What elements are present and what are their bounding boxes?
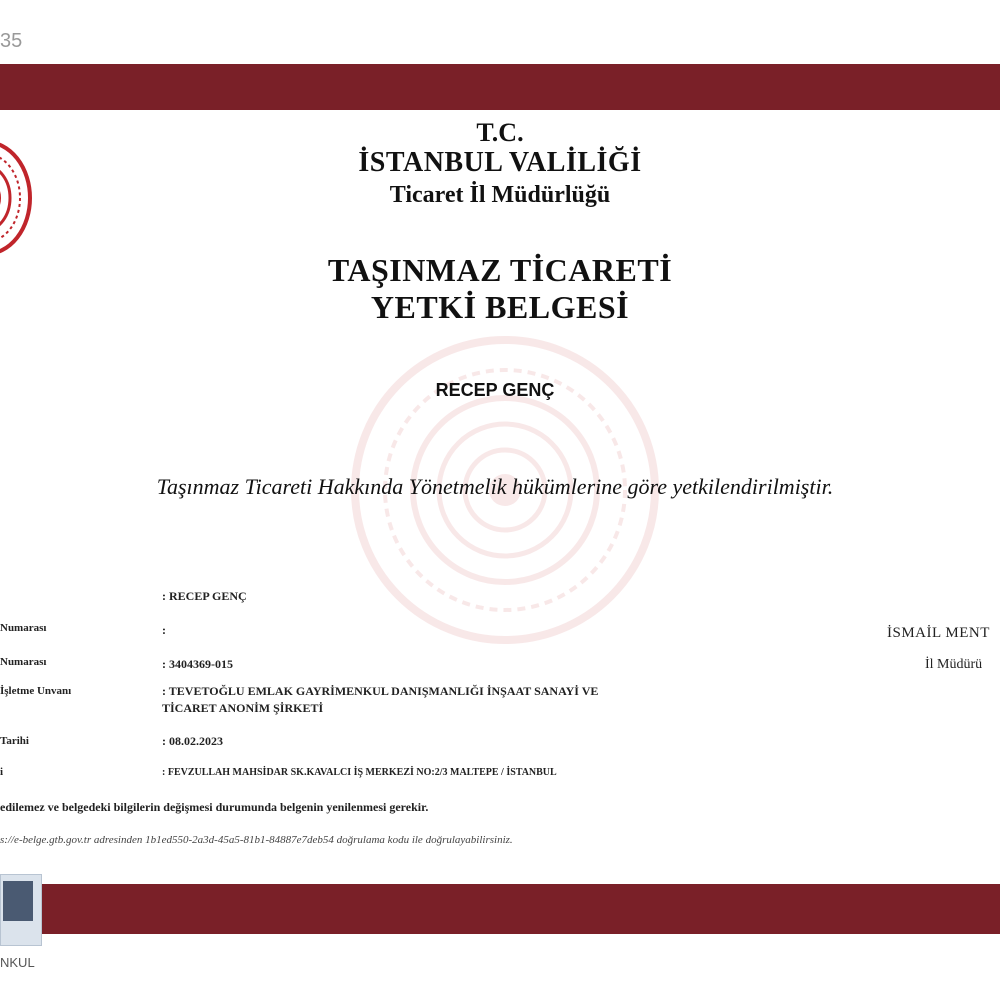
document-title-line1: TAŞINMAZ TİCARETİ (327, 252, 673, 288)
authorization-statement: Taşınmaz Ticareti Hakkında Yönetmelik hükümlerine göre yetkilendirilmiştir. (156, 474, 834, 499)
renewal-note: edilemez ve belgedeki bilgilerin değişmesi durumunda belgenin yenilenmesi gerekir. (0, 800, 429, 814)
header-governorship: İSTANBUL VALİLİĞİ (358, 147, 642, 178)
field-value-number-2: : 3404369-015 (162, 657, 233, 671)
verification-text: s://e-belge.gtb.gov.tr adresinden 1b1ed550-2a3d-45a5-81b1-84887e7deb54 doğrulama kodu ile doğrulayabilirsiniz. (0, 834, 513, 846)
page-number: 35 (0, 30, 23, 52)
logo-caption: NKUL (0, 955, 35, 970)
field-value-date: : 08.02.2023 (162, 734, 223, 748)
field-value-business-title-line2: TİCARET ANONİM ŞİRKETİ (162, 701, 324, 715)
field-value-number-1: : (162, 623, 166, 637)
top-border-band (0, 64, 1000, 110)
document-title-line2: YETKİ BELGESİ (370, 289, 630, 325)
official-name: İSMAİL MENT (887, 625, 990, 641)
field-value-business-title: : TEVETOĞLU EMLAK GAYRİMENKUL DANIŞMANLIĞI İNŞAAT SANAYİ VE (162, 684, 599, 698)
header-directorate: Ticaret İl Müdürlüğü (389, 182, 611, 208)
field-value-name: : RECEP GENÇ (162, 589, 247, 603)
holder-name: RECEP GENÇ (435, 380, 555, 400)
bottom-border-band (0, 884, 1000, 934)
field-label-address: i (0, 766, 4, 778)
field-label-date: Tarihi (0, 735, 29, 747)
official-title: İl Müdürü (925, 657, 983, 672)
company-logo-icon (0, 874, 42, 946)
field-label-number-2: Numarası (0, 656, 47, 668)
header-country: T.C. (476, 118, 524, 147)
field-label-number-1: Numarası (0, 622, 47, 634)
field-value-address: : FEVZULLAH MAHSİDAR SK.KAVALCI İŞ MERKEZİ NO:2/3 MALTEPE / İSTANBUL (162, 767, 557, 778)
field-label-business-title: İşletme Unvanı (0, 685, 72, 697)
